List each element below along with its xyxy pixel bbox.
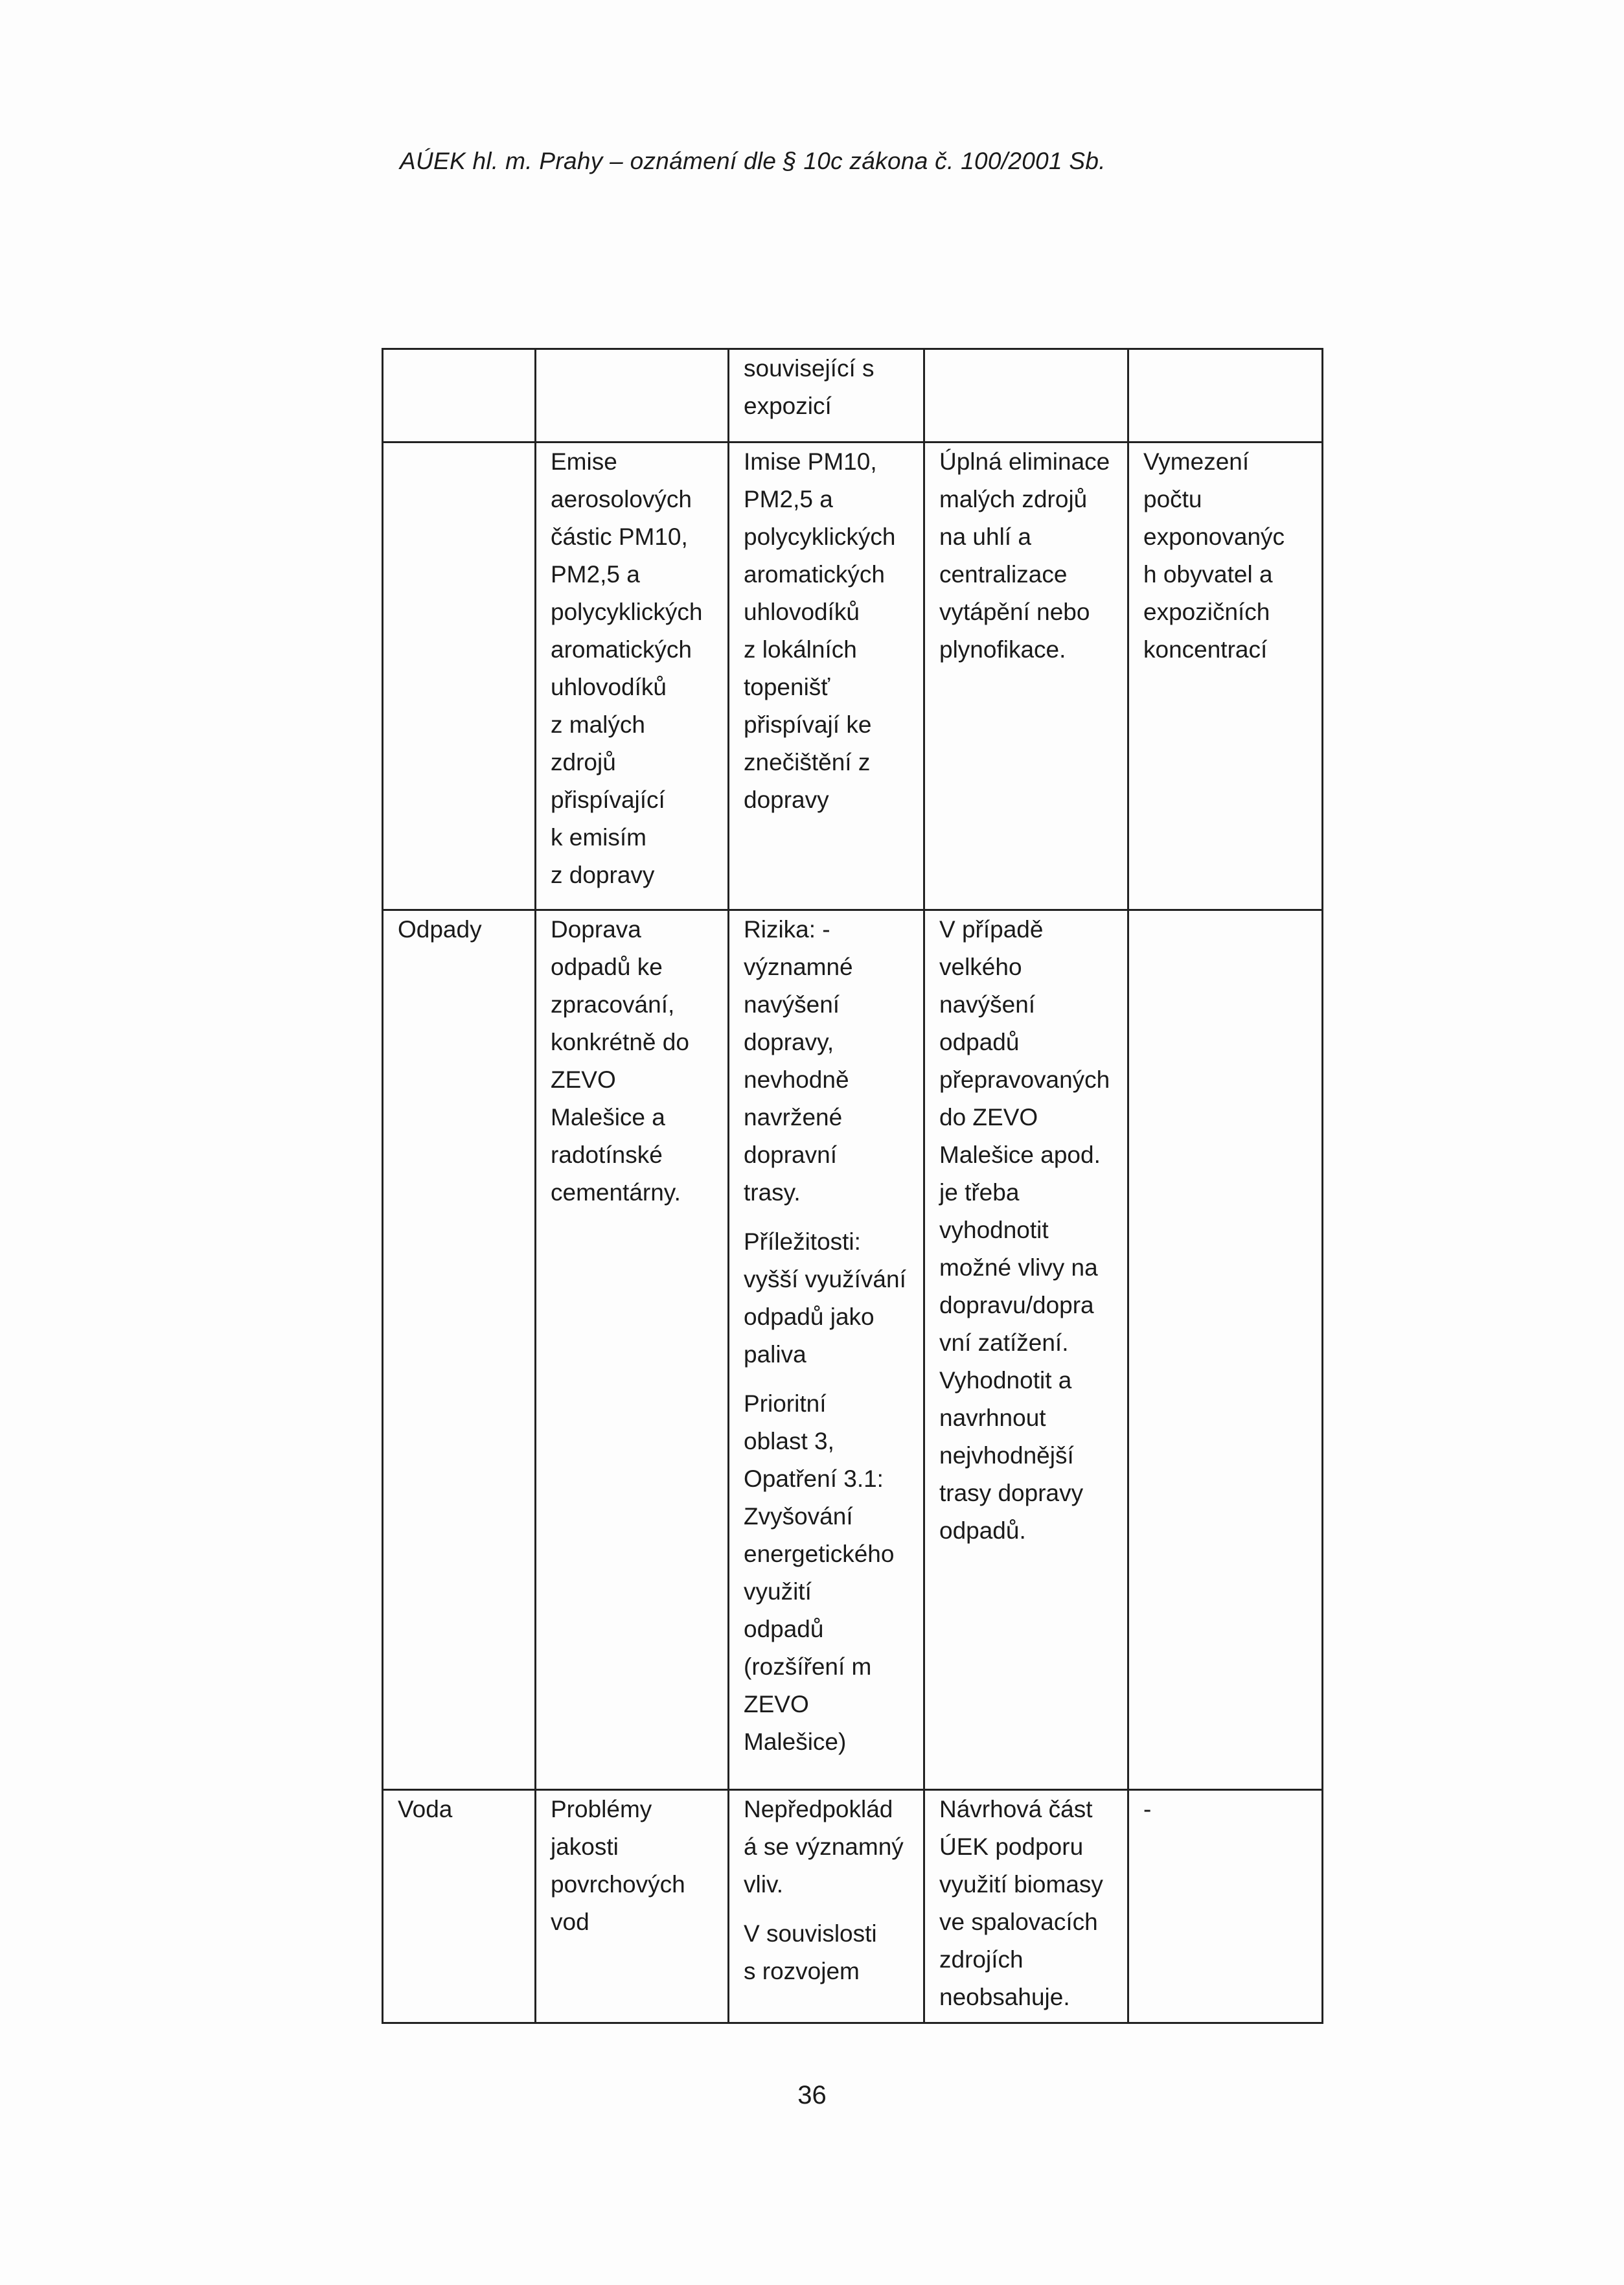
- cell-paragraph: Úplná eliminace malých zdrojů na uhlí a centralizace vytápění nebo plynofikace.: [939, 448, 1110, 663]
- table-cell: [1128, 442, 1323, 910]
- cell-paragraph: Voda: [398, 1796, 453, 1822]
- cell-paragraph: -: [1143, 1796, 1152, 1822]
- cell-paragraph: V případě velkého navýšení odpadů přepravovaných do ZEVO Malešice apod. je třeba vyhodnotit možné vlivy na dopravu/dopra vní zatížení. Vyhodnotit a navrhnout nejvhodnější trasy dopravy odpadů.: [939, 916, 1110, 1544]
- table-row: [383, 442, 1323, 910]
- cell-paragraph: Problémy jakosti povrchových vod: [551, 1796, 685, 1935]
- table-cell: [383, 349, 536, 442]
- table-row: [383, 349, 1323, 442]
- table-cell: [729, 349, 924, 442]
- table-cell: [536, 1790, 729, 2023]
- cell-paragraph: V souvislosti s rozvojem: [744, 1920, 877, 1984]
- cell-paragraph: Doprava odpadů ke zpracování, konkrétně do ZEVO Malešice a radotínské cementárny.: [551, 916, 689, 1206]
- table-cell: [924, 442, 1128, 910]
- assessment-table: [382, 348, 1323, 2024]
- cell-paragraph: Nepředpoklád á se významný vliv.: [744, 1796, 904, 1898]
- cell-paragraph: Rizika: - významné navýšení dopravy, nevhodně navržené dopravní trasy.: [744, 916, 853, 1206]
- table-cell: [1128, 910, 1323, 1790]
- table-cell: [924, 349, 1128, 442]
- table-row: [383, 1790, 1323, 2023]
- cell-paragraph: Prioritní oblast 3, Opatření 3.1: Zvyšování energetického využití odpadů (rozšíření m ZEVO Malešice): [744, 1390, 895, 1755]
- cell-paragraph: související s expozicí: [744, 355, 875, 419]
- table-cell: [536, 442, 729, 910]
- page-number: 36: [797, 2081, 827, 2109]
- table-cell: [729, 910, 924, 1790]
- cell-paragraph: Emise aerosolových částic PM10, PM2,5 a polycyklických aromatických uhlovodíků z malých zdrojů přispívající k emisím z dopravy: [551, 448, 703, 888]
- table-cell: [383, 1790, 536, 2023]
- table-cell: [536, 349, 729, 442]
- page-header: AÚEK hl. m. Prahy – oznámení dle § 10c zákona č. 100/2001 Sb.: [400, 148, 1106, 174]
- table-body: [383, 349, 1323, 2023]
- table-cell: [729, 442, 924, 910]
- table-row: [383, 910, 1323, 1790]
- table-cell: [536, 910, 729, 1790]
- cell-paragraph: Odpady: [398, 916, 482, 943]
- cell-paragraph: Vymezení počtu exponovanýc h obyvatel a expozičních koncentrací: [1143, 448, 1285, 663]
- cell-paragraph: Návrhová část ÚEK podporu využití biomasy ve spalovacích zdrojích neobsahuje.: [939, 1796, 1103, 2010]
- table-cell: [1128, 349, 1323, 442]
- table-cell: [729, 1790, 924, 2023]
- table-cell: [924, 910, 1128, 1790]
- table-cell: [924, 1790, 1128, 2023]
- cell-paragraph: Příležitosti: vyšší využívání odpadů jako paliva: [744, 1228, 906, 1368]
- table-cell: [383, 910, 536, 1790]
- table-cell: [1128, 1790, 1323, 2023]
- cell-paragraph: Imise PM10, PM2,5 a polycyklických aromatických uhlovodíků z lokálních topenišť přispívají ke znečištění z dopravy: [744, 448, 896, 813]
- table-cell: [383, 442, 536, 910]
